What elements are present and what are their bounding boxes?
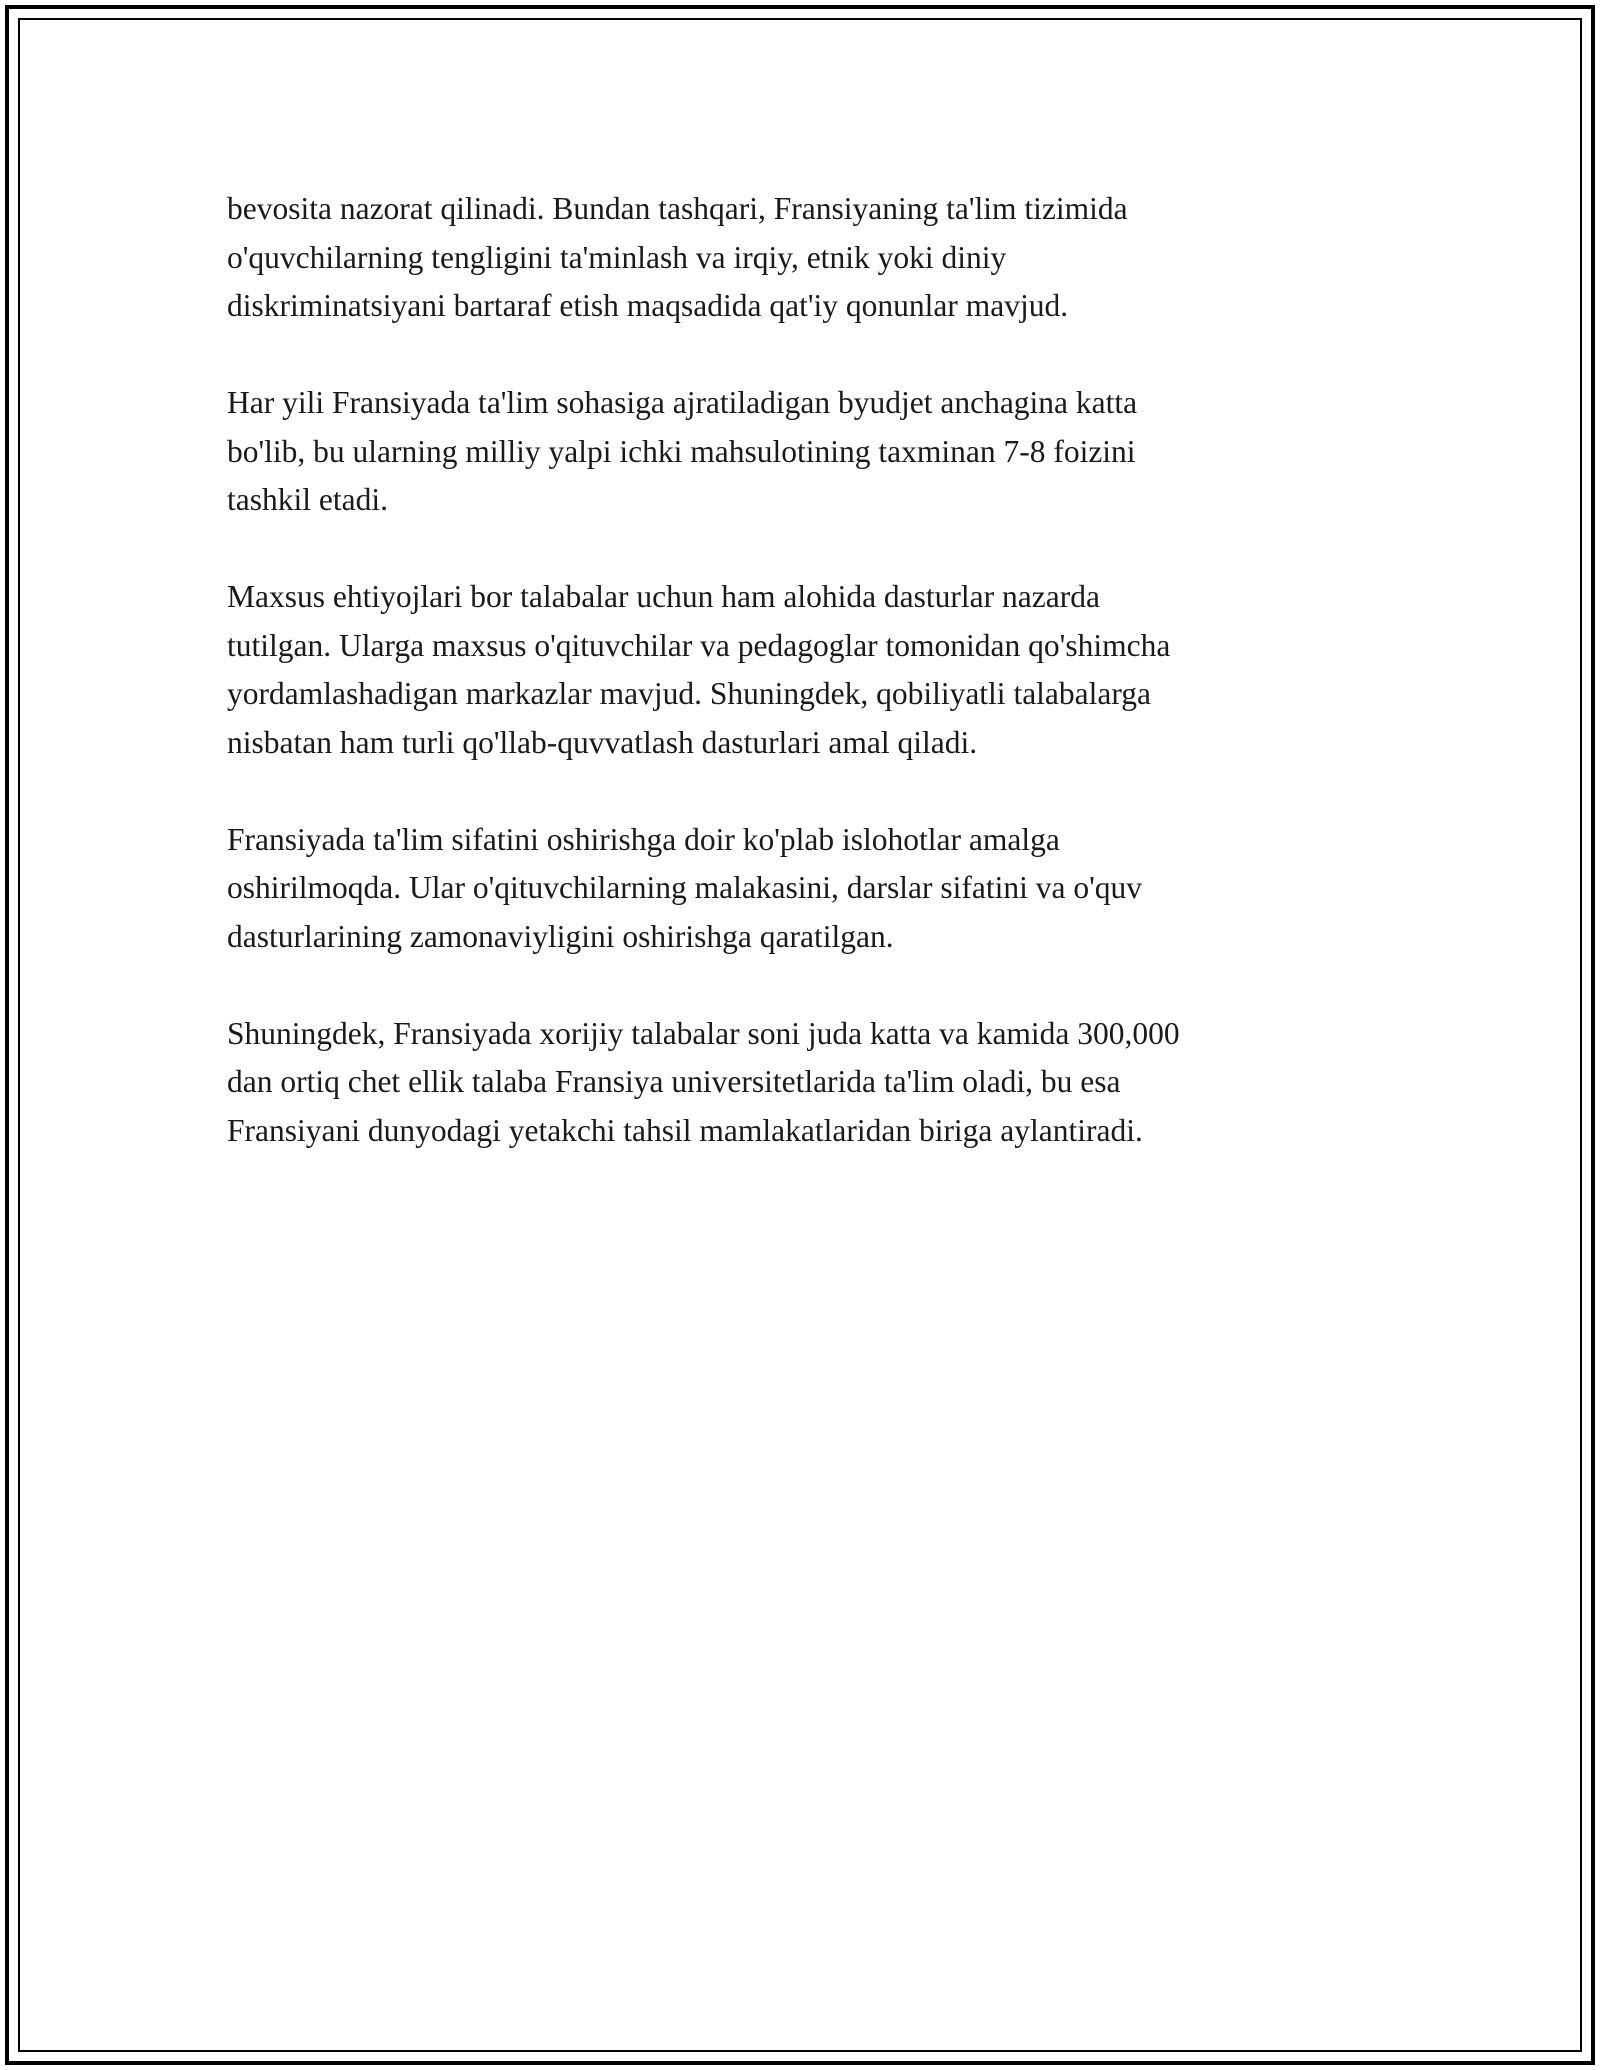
paragraph <box>227 1010 1377 1156</box>
text-line: bevosita nazorat qilinadi. Bundan tashqari, Fransiyaning ta'lim tizimida <box>227 191 1128 226</box>
text-line: tashkil etadi. <box>227 482 388 517</box>
document-body <box>227 185 1377 1204</box>
text-line: dasturlarining zamonaviyligini oshirishga qaratilgan. <box>227 918 894 954</box>
paragraph <box>227 816 1377 962</box>
paragraph <box>227 379 1377 525</box>
text-line: Fransiyani dunyodagi yetakchi tahsil mamlakatlaridan biriga aylantiradi. <box>227 1112 1143 1148</box>
paragraph <box>227 573 1377 767</box>
text-line: oshirilmoqda. Ular o'qituvchilarning malakasini, darslar sifatini va o'quv <box>227 870 1143 905</box>
text-line: bo'lib, bu ularning milliy yalpi ichki mahsulotining taxminan 7-8 foizini <box>227 433 1136 469</box>
text-line: Maxsus ehtiyojlari bor talabalar uchun ham alohida dasturlar nazarda <box>227 579 1100 614</box>
text-line: tutilgan. Ularga maxsus o'qituvchilar va pedagoglar tomonidan qo'shimcha <box>227 627 1171 663</box>
text-line: o'quvchilarning tengligini ta'minlash va irqiy, etnik yoki diniy <box>227 239 1007 275</box>
text-line: nisbatan ham turli qo'llab-quvvatlash dasturlari amal qiladi. <box>227 724 978 760</box>
text-line: diskriminatsiyani bartaraf etish maqsadida qat'iy qonunlar mavjud. <box>227 288 1069 323</box>
paragraph <box>227 185 1377 331</box>
text-line: Fransiyada ta'lim sifatini oshirishga doir ko'plab islohotlar amalga <box>227 821 1060 857</box>
text-line: Shuningdek, Fransiyada xorijiy talabalar soni juda katta va kamida 300,000 <box>227 1015 1180 1051</box>
text-line: Har yili Fransiyada ta'lim sohasiga ajratiladigan byudjet anchagina katta <box>227 385 1138 420</box>
text-line: dan ortiq chet ellik talaba Fransiya universitetlarida ta'lim oladi, bu esa <box>227 1064 1121 1099</box>
text-line: yordamlashadigan markazlar mavjud. Shuningdek, qobiliyatli talabalarga <box>227 676 1152 711</box>
